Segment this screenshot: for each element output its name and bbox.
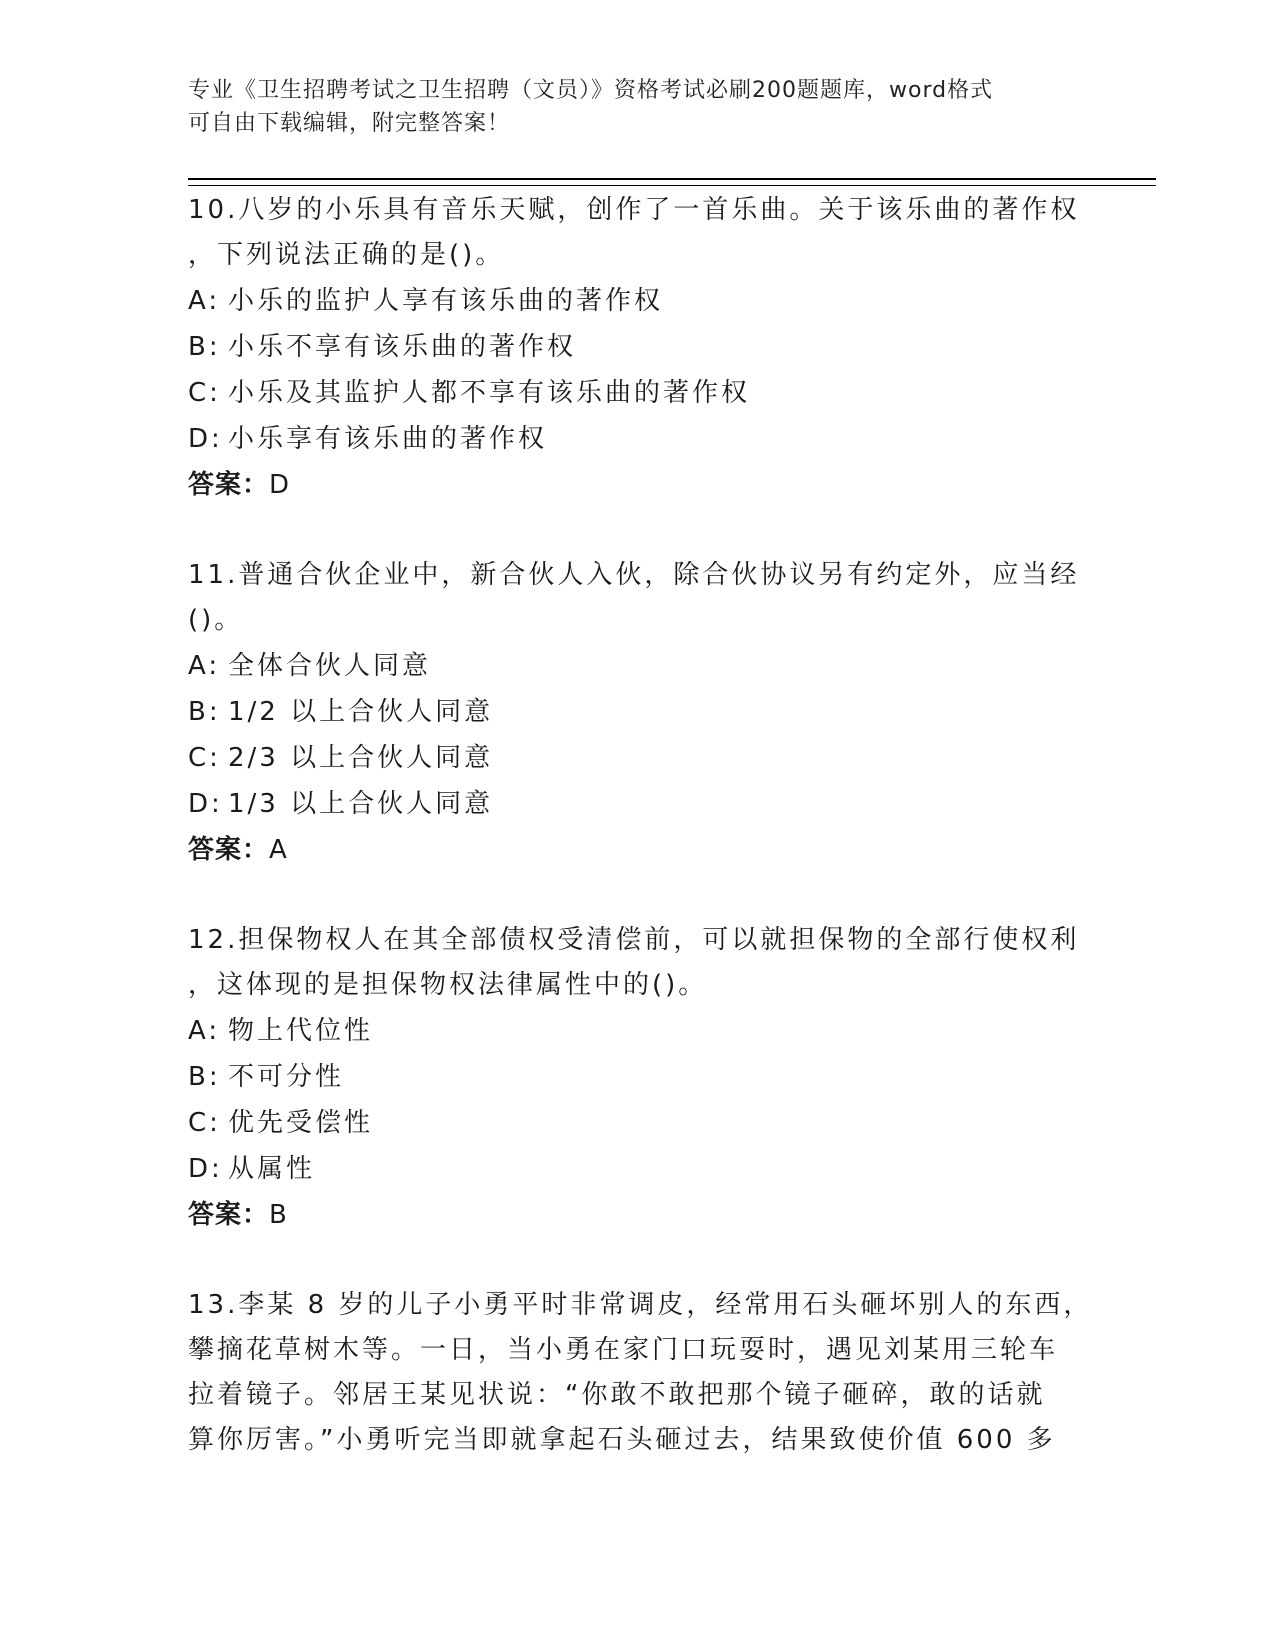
option-text: 小乐不享有该乐曲的著作权	[228, 332, 577, 362]
answer	[188, 827, 1088, 873]
option-key: A:	[188, 286, 221, 316]
question-stem-line: 10.八岁的小乐具有音乐天赋，创作了一首乐曲。关于该乐曲的著作权	[188, 195, 1080, 225]
option-text: 小乐的监护人享有该乐曲的著作权	[228, 286, 664, 316]
option-text: 小乐及其监护人都不享有该乐曲的著作权	[228, 378, 751, 408]
option-d	[188, 781, 1088, 827]
option-text: 物上代位性	[228, 1016, 374, 1046]
question-stem-line: ()。	[188, 605, 244, 635]
option-text: 不可分性	[228, 1062, 345, 1092]
option-b	[188, 1054, 1088, 1100]
question-stem	[188, 188, 1088, 278]
option-text: 全体合伙人同意	[228, 651, 432, 681]
option-text: 小乐享有该乐曲的著作权	[228, 424, 548, 454]
header-line-1: 专业《卫生招聘考试之卫生招聘（文员）》资格考试必刷200题题库，word格式	[188, 78, 994, 103]
option-a	[188, 643, 1088, 689]
option-key: C:	[188, 1108, 221, 1138]
question-stem-line: 攀摘花草树木等。一日，当小勇在家门口玩耍时，遇见刘某用三轮车	[188, 1335, 1059, 1365]
question-13	[188, 1283, 1093, 1463]
question-10	[188, 188, 1088, 508]
option-key: B:	[188, 697, 221, 727]
question-stem	[188, 553, 1088, 643]
header-divider-thick	[188, 178, 1156, 180]
answer-label: 答案：	[188, 835, 270, 865]
option-key: C:	[188, 378, 221, 408]
question-stem-line: 11.普通合伙企业中，新合伙人入伙，除合伙协议另有约定外，应当经	[188, 560, 1080, 590]
option-b	[188, 689, 1088, 735]
option-text: 2/3 以上合伙人同意	[228, 743, 494, 773]
option-key: D:	[188, 424, 223, 454]
option-d	[188, 416, 1088, 462]
option-key: A:	[188, 1016, 221, 1046]
option-text: 优先受偿性	[228, 1108, 374, 1138]
document-header	[188, 74, 1088, 140]
answer-value: A	[269, 835, 288, 865]
question-11	[188, 553, 1088, 873]
question-stem-line: 算你厉害。”小勇听完当即就拿起石头砸过去，结果致使价值 600 多	[188, 1425, 1056, 1455]
option-key: B:	[188, 332, 221, 362]
header-line-2: 可自由下载编辑，附完整答案！	[188, 111, 511, 136]
option-key: D:	[188, 789, 223, 819]
option-text: 1/2 以上合伙人同意	[228, 697, 494, 727]
option-key: D:	[188, 1154, 223, 1184]
question-stem-line: ，下列说法正确的是()。	[188, 240, 505, 270]
question-stem-line: 13.李某 8 岁的儿子小勇平时非常调皮，经常用石头砸坏别人的东西，	[188, 1290, 1093, 1320]
answer	[188, 462, 1088, 508]
option-text: 从属性	[228, 1154, 316, 1184]
option-key: A:	[188, 651, 221, 681]
question-12	[188, 918, 1088, 1238]
option-a	[188, 1008, 1088, 1054]
option-b	[188, 324, 1088, 370]
question-stem-line: 12.担保物权人在其全部债权受清偿前，可以就担保物的全部行使权利	[188, 925, 1080, 955]
option-key: B:	[188, 1062, 221, 1092]
header-divider-thin	[188, 185, 1156, 186]
option-c	[188, 370, 1088, 416]
option-c	[188, 735, 1088, 781]
question-stem	[188, 918, 1088, 1008]
answer-label: 答案：	[188, 470, 270, 500]
question-stem-line: ，这体现的是担保物权法律属性中的()。	[188, 970, 708, 1000]
option-a	[188, 278, 1088, 324]
question-stem	[188, 1283, 1093, 1463]
answer-value: D	[269, 470, 291, 500]
answer	[188, 1192, 1088, 1238]
option-text: 1/3 以上合伙人同意	[228, 789, 494, 819]
answer-label: 答案：	[188, 1200, 270, 1230]
question-stem-line: 拉着镜子。邻居王某见状说：“你敢不敢把那个镜子砸碎，敢的话就	[188, 1380, 1046, 1410]
option-c	[188, 1100, 1088, 1146]
answer-value: B	[269, 1200, 288, 1230]
option-d	[188, 1146, 1088, 1192]
option-key: C:	[188, 743, 221, 773]
